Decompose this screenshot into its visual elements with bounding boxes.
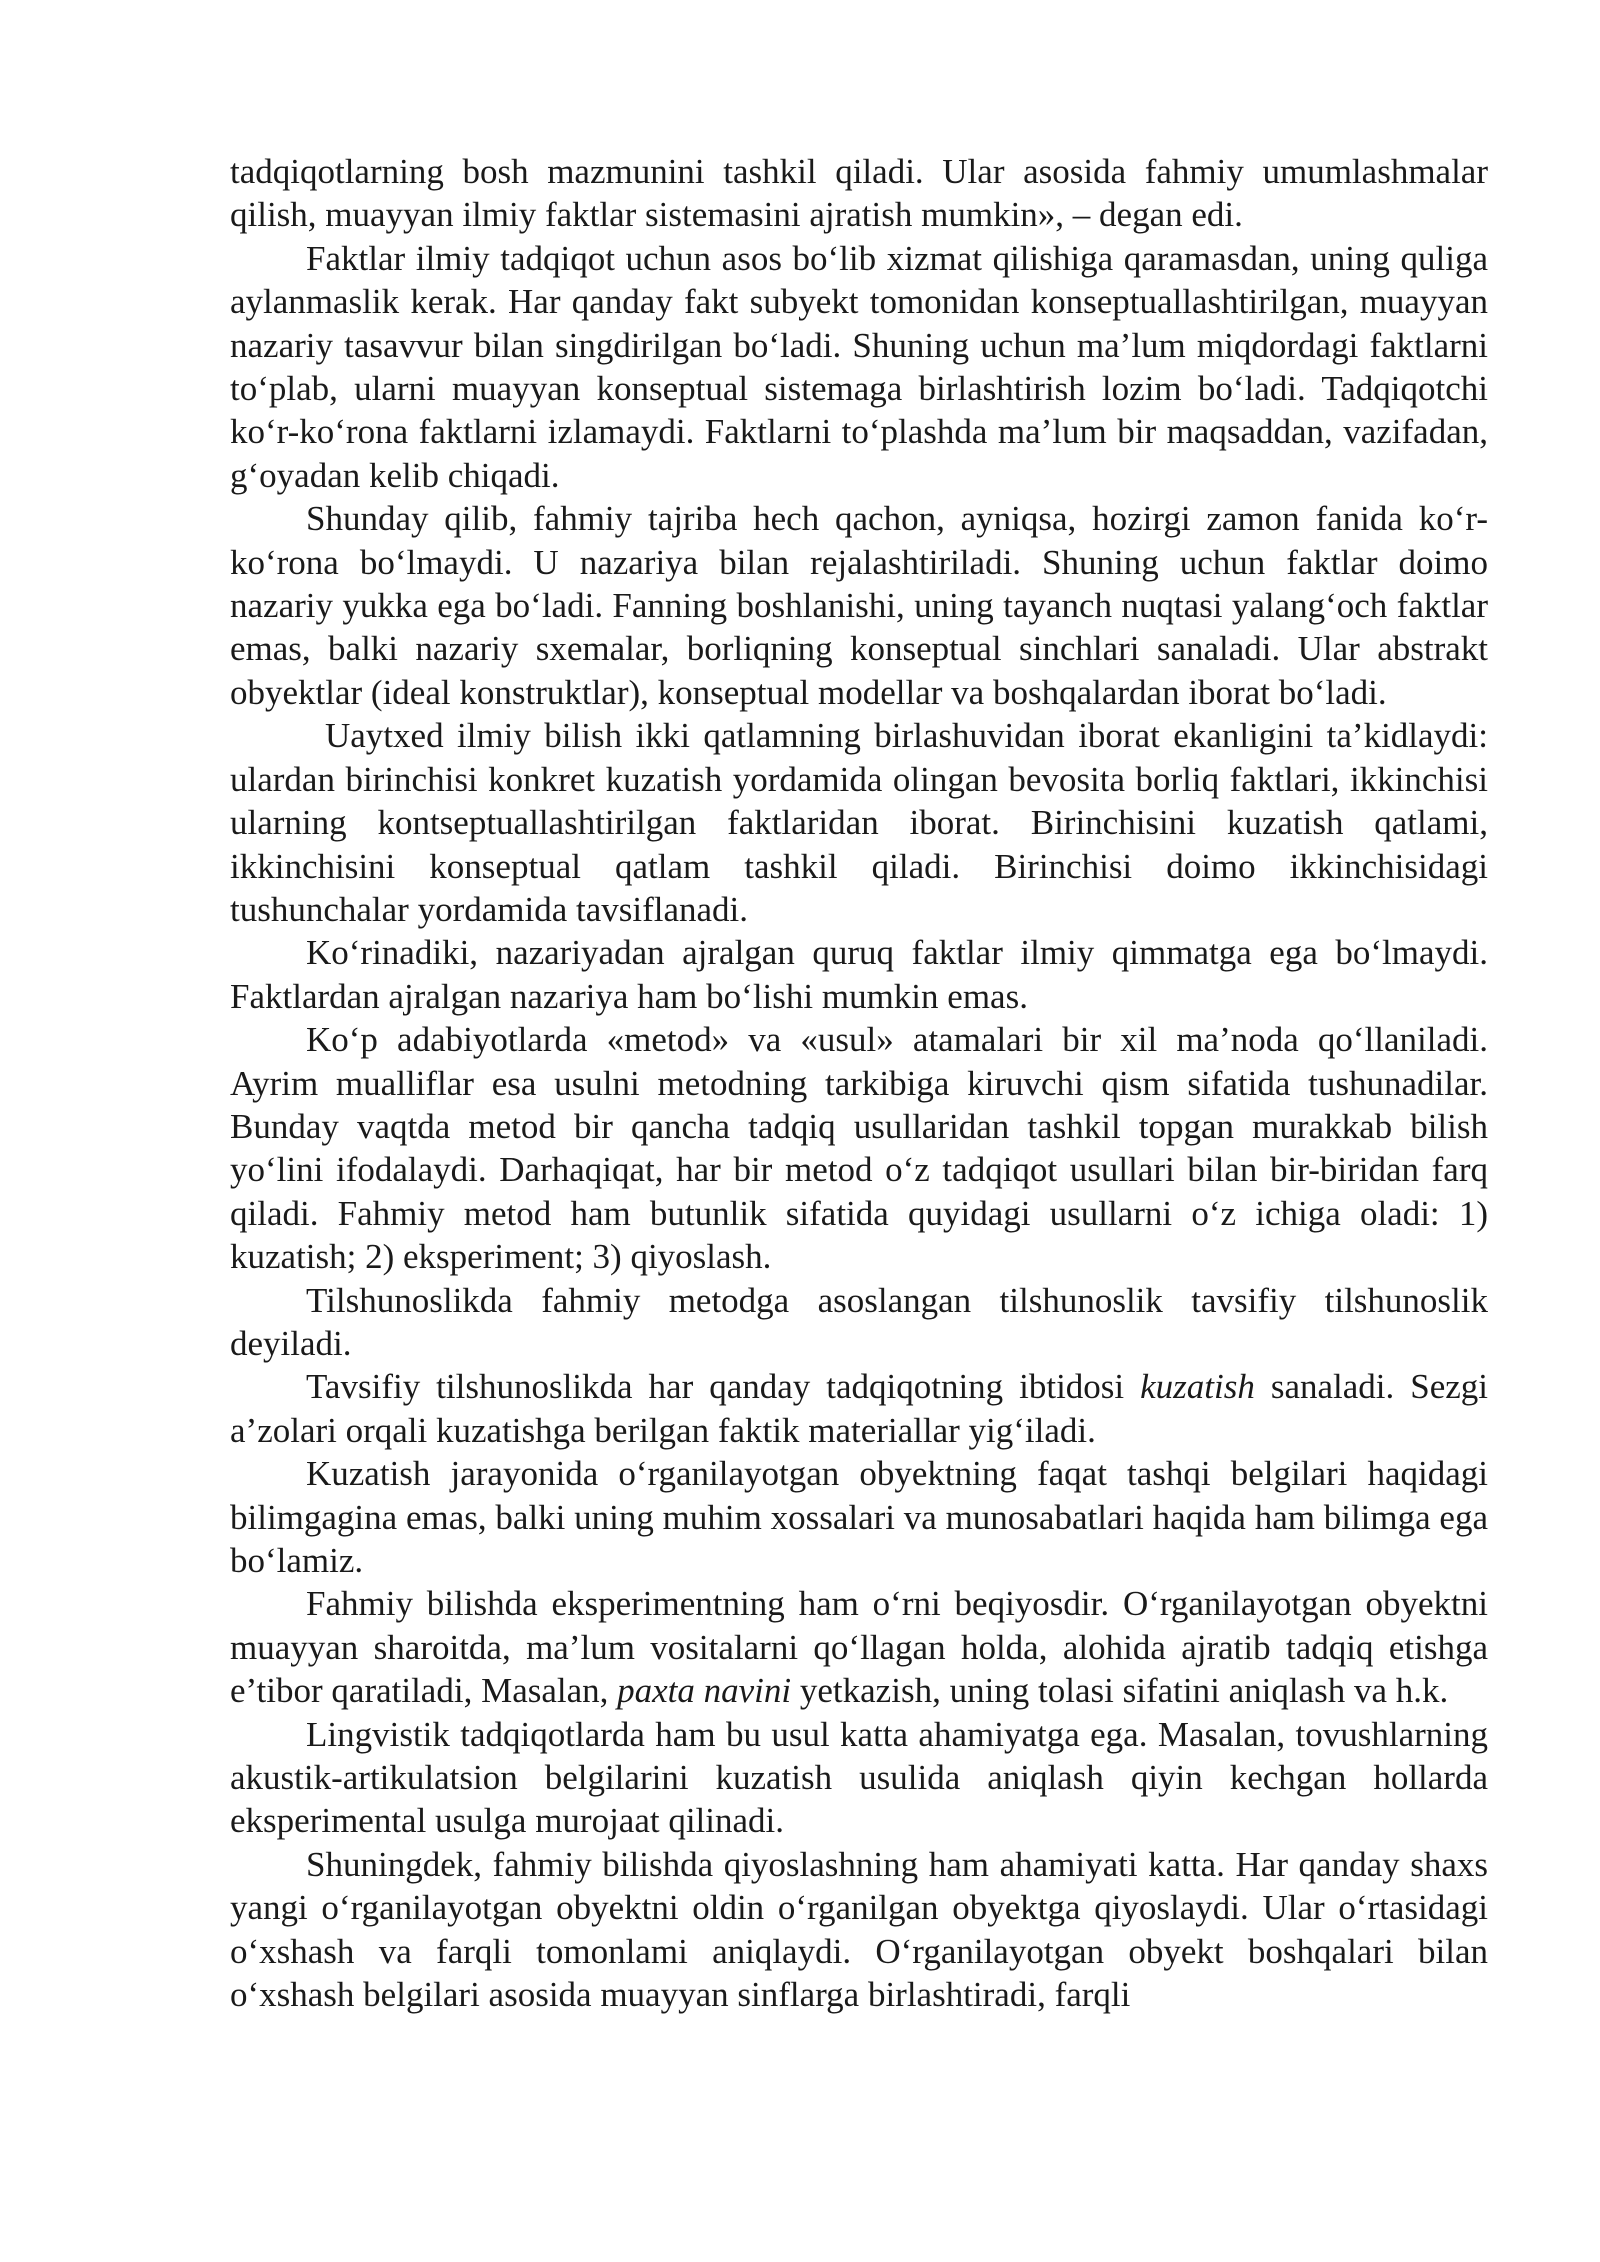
document-page — [230, 150, 1488, 2016]
body-paragraph — [230, 1582, 1488, 1712]
text-segment: Lingvistik tadqiqotlarda ham bu usul katta ahamiyatga ega. Masalan, tovushlarning akustik-artikulatsion belgilarini kuzatish usulida aniqlash qiyin kechgan hollarda eksperimental usulga murojaat qilinadi. — [230, 1714, 1488, 1841]
text-segment: tadqiqotlarning bosh mazmunini tashkil qiladi. Ular asosida fahmiy umumlashmalar qilish, muayyan ilmiy faktlar sistemasini ajratish mumkin», – degan edi. — [230, 152, 1488, 235]
text-segment: Shunday qilib, fahmiy tajriba hech qachon, ayniqsa, hozirgi zamon fanida ko‘r-ko‘rona bo‘lmaydi. U nazariya bilan rejalashtiriladi. Shuning uchun faktlar doimo nazariy yukka ega bo‘ladi. Fanning boshlanishi, uning tayanch nuqtasi yalang‘och faktlar emas, balki nazariy sxemalar, borliqning konseptual sinchlari sanaladi. Ular abstrakt obyektlar (ideal konstruktlar), konseptual modellar va boshqalardan iborat bo‘ladi. — [230, 499, 1488, 712]
italic-text-segment: paxta navini — [617, 1671, 792, 1711]
body-paragraph — [230, 931, 1488, 1018]
text-segment: Ko‘rinadiki, nazariyadan ajralgan quruq faktlar ilmiy qimmatga ega bo‘lmaydi. Faktlardan ajralgan nazariya ham bo‘lishi mumkin emas. — [230, 933, 1488, 1016]
text-segment: Fahmiy bilishda eksperimentning ham o‘rni beqiyosdir. O‘rganilayotgan obyektni muayyan sharoitda, ma’lum vositalarni qo‘llagan holda, alohida ajratib tadqiq etishga e’tibor qaratiladi, Masalan, — [230, 1584, 1488, 1711]
text-segment: Kuzatish jarayonida o‘rganilayotgan obyektning faqat tashqi belgilari haqidagi bilimgagina emas, balki uning muhim xossalari va munosabatlari haqida ham bilimga ega bo‘lamiz. — [230, 1454, 1488, 1580]
body-paragraph — [230, 1713, 1488, 1843]
body-paragraph — [230, 237, 1488, 497]
body-paragraph — [230, 497, 1488, 714]
body-paragraph — [230, 714, 1488, 931]
body-paragraph — [230, 1452, 1488, 1582]
body-paragraph — [230, 1018, 1488, 1278]
text-segment: Uaytxed ilmiy bilish ikki qatlamning birlashuvidan iborat ekanligini ta’kidlaydi: ulardan birinchisi konkret kuzatish yordamida olingan bevosita borliq faktlari, ikkinchisi ularning kontseptuallashtirilgan faktlaridan iborat. Birinchisini kuzatish qatlami, ikkinchisini konseptual qatlam tashkil qiladi. Birinchisi doimo ikkinchisidagi tushunchalar yordamida tavsiflanadi. — [230, 716, 1488, 929]
text-segment: sanaladi. Sezgi a’zolari orqali kuzatishga berilgan faktik materiallar yig‘iladi. — [230, 1367, 1488, 1450]
text-segment: Tavsifiy tilshunoslikda har qanday tadqiqotning ibtidosi — [306, 1367, 1141, 1407]
body-paragraph — [230, 1365, 1488, 1452]
body-paragraph — [230, 1843, 1488, 2017]
body-paragraph — [230, 1279, 1488, 1366]
text-segment: Tilshunoslikda fahmiy metodga asoslangan tilshunoslik tavsifiy tilshunoslik deyiladi. — [230, 1280, 1488, 1363]
text-segment: Faktlar ilmiy tadqiqot uchun asos bo‘lib xizmat qilishiga qaramasdan, uning quliga aylanmaslik kerak. Har qanday fakt subyekt tomonidan konseptuallashtirilgan, muayyan nazariy tasavvur bilan singdirilgan bo‘ladi. Shuning uchun ma’lum miqdordagi faktlarni to‘plab, ularni muayyan konseptual sistemaga birlashtirish lozim bo‘ladi. Tadqiqotchi ko‘r-ko‘rona faktlarni izlamaydi. Faktlarni to‘plashda ma’lum bir maqsaddan, vazifadan, g‘oyadan kelib chiqadi. — [230, 238, 1488, 495]
text-segment: Ko‘p adabiyotlarda «metod» va «usul» atamalari bir xil ma’noda qo‘llaniladi. Ayrim mualliflar esa usulni metodning tarkibiga kiruvchi qism sifatida tushunadilar. Bunday vaqtda metod bir qancha tadqiq usullaridan tashkil topgan murakkab bilish yo‘lini ifodalaydi. Darhaqiqat, har bir metod o‘z tadqiqot usullari bilan bir-biridan farq qiladi. Fahmiy metod ham butunlik sifatida quyidagi usullarni o‘z ichiga oladi: 1) kuzatish; 2) eksperiment; 3) qiyoslash. — [230, 1020, 1488, 1277]
text-segment: yetkazish, uning tolasi sifatini aniqlash va h.k. — [791, 1671, 1449, 1711]
text-segment: Shuningdek, fahmiy bilishda qiyoslashning ham ahamiyati katta. Har qanday shaxs yangi o‘rganilayotgan obyektni oldin o‘rganilgan obyektga qiyoslaydi. Ular o‘rtasidagi o‘xshash va farqli tomonlami aniqlaydi. O‘rganilayotgan obyekt boshqalari bilan o‘xshash belgilari asosida muayyan sinflarga birlashtiradi, farqli — [230, 1844, 1488, 2015]
body-paragraph — [230, 150, 1488, 237]
italic-text-segment: kuzatish — [1140, 1367, 1255, 1407]
